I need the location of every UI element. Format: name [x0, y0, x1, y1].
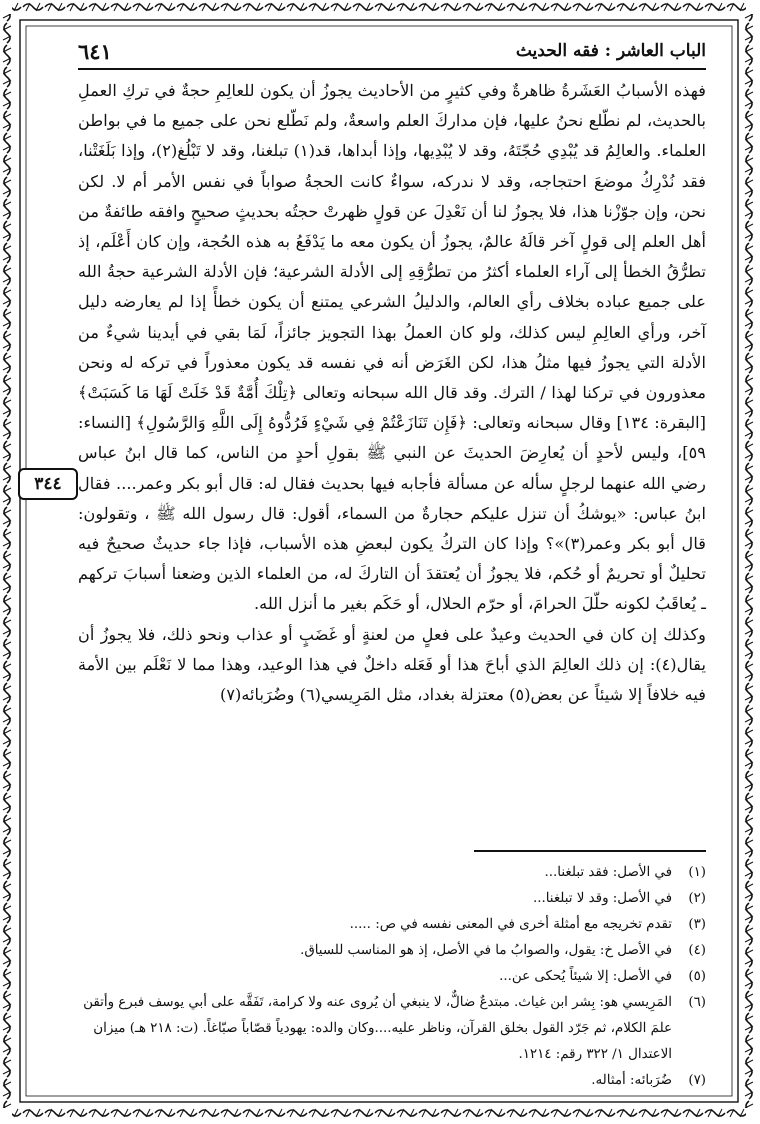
footnote-divider [474, 850, 706, 852]
footnote-text: في الأصل: فقد تبلغنا... [544, 865, 672, 880]
footnote-text: المَرِيسي هو: بِشر ابن غياث. مبتدعٌ ضالٌّ، لا ينبغي أن يُروى عنه ولا كرامة، تَفَقَّه على أبي يوسف فبرع وأتقن علمَ الكلام، ثم جَرّد القول بخلق القرآن، وناظر عليه....وكان والده: يهودياً قصّاباً صبّاغاً. (ت: ٢١٨ هـ) ميزان الاعتدال ١/ ٣٢٢ رقم: ١٢١٤. [83, 995, 672, 1062]
footnote-text: تقدم تخريجه مع أمثلة أخرى في المعنى نفسه في ص: ..... [349, 917, 672, 932]
page-number: ٦٤١ [78, 38, 112, 64]
footnote [78, 860, 706, 886]
footnote [78, 886, 706, 912]
body-paragraph: وكذلك إن كان في الحديث وعيدٌ على فعلٍ من لعنةٍ أو غَضَبٍ أو عذاب ونحو ذلك، فلا يجوزُ أن يقال(٤): إن ذلك العالِمَ الذي أباحَ هذا أو فَعَله داخلٌ في هذا الوعيد، وهذا مما لا نَعْلَم بين الأمة فيه خلافاً إلا شيئاً عن بعض(٥) معتزلة بغداد، مثل المَرِيسي(٦) وضُرَبائه(٧) [78, 624, 706, 705]
margin-page-marker: ٣٤٤ [18, 468, 78, 500]
page-header [78, 34, 706, 70]
footnote-number: (٢) [688, 891, 706, 906]
footnote-number: (٣) [688, 917, 706, 932]
footnote-number: (٥) [688, 969, 706, 984]
footnote [78, 1068, 706, 1094]
footnote-number: (٦) [688, 995, 706, 1010]
footnote-number: (١) [688, 865, 706, 880]
footnote-text: ضُرَبائه: أمثاله. [591, 1073, 672, 1088]
footnote [78, 964, 706, 990]
footnote-number: (٧) [688, 1073, 706, 1088]
footnote-number: (٤) [688, 943, 706, 958]
footnote [78, 912, 706, 938]
footnote [78, 990, 706, 1068]
running-title: الباب العاشر : فقه الحديث [515, 41, 706, 61]
footnotes [78, 860, 706, 1094]
main-text [78, 76, 706, 710]
body-paragraph: فهذه الأسبابُ العَشَرةُ ظاهرةٌ وفي كثيرٍ من الأحاديث يجوزُ أن يكون للعالِمِ حجةٌ في تركِ العملِ بالحديث، لم نطّلع نحنُ عليها، فإن مداركَ العلم واسعةٌ، ولم نَطّلع نحن على جميع ما في بواطن العلماء. والعالِمُ قد يُبْدِي حُجّتَهُ، وقد لا يُبْدِيها، وإذا أبداها، قد(١) تبلغنا، وقد لا تَبْلُغ(٢)، وإذا بَلَغَتْنا، فقد نُدْرِكُ موضعَ احتجاجه، وقد لا ندركه، سواءٌ كانت الحجةُ صواباً في نفس الأمر أم لا. لكن نحن، وإن جوّزْنا هذا، فلا يجوزُ لنا أن نَعْدِلَ عن قولٍ ظهرتْ حجتُه بحديثٍ صحيحٍ وافقه طائفةٌ من أهل العلم إلى قولٍ آخر قالَهُ عالمٌ، يجوزُ أن يكون معه ما يَدْفَعُ به هذه الحُجة، وإن كان أَعْلَم، إذ تطرُّقُ الخطأ إلى آراء العلماء أكثرُ من تطرُّقِهِ إلى الأدلة الشرعية؛ فإن الأدلة الشرعية حجةُ الله على جميع عباده بخلاف رأي العالم، والدليلُ الشرعي يمتنع أن يكون خطأً إذا لم يعارضه دليل آخر، ورأي العالِمِ ليس كذلك، ولو كان العملُ بهذا التجويز جائزاً، لَمَا بقي في أيدينا شيءٌ من الأدلة التي يجوزُ فيها مثلُ هذا، لكن الغَرَض أنه في نفسه قد يكون معذوراً في تركه له ونحن معذورون في تركنا لهذا / الترك. وقد قال الله سبحانه وتعالى ﴿تِلْكَ أُمَّةٌ قَدْ خَلَتْ لَهَا مَا كَسَبَتْ﴾ [البقرة: ١٣٤] وقال سبحانه وتعالى: ﴿فَإِن تَنَازَعْتُمْ فِي شَيْءٍ فَرُدُّوهُ إِلَى اللَّهِ وَالرَّسُولِ﴾ [النساء: ٥٩]، وليس لأحدٍ أن يُعارِضَ الحديثَ عن النبي ﷺ بقولِ أحدٍ من الناس، كما قال ابنُ عباس رضي الله عنهما لرجلٍ سأله عن مسألة فأجابه فيها بحديث فقال له: قال أبو بكر وعمر.... فقال ابنُ عباس: «يوشكُ أن تنزل عليكم حجارةٌ من السماء، أقول: قال رسول الله ﷺ ، وتقولون: قال أبو بكر وعمر(٣)»؟ وإذا كان التركُ يكون لبعضِ هذه الأسباب، فإذا جاء حديثٌ صحيحٌ فيه تحليلٌ أو تحريمٌ أو حُكم، فلا يجوزُ أن يُعتقدَ أن التاركَ له، من العلماء الذين وضعنا أسبابَ تركهم ـ يُعاقَبُ لكونه حلّلَ الحرامَ، أو حرّم الحلال، أو حَكَم بغير ما أنزل الله. [78, 81, 706, 614]
footnote-text: في الأصل خ: يقول، والصوابُ ما في الأصل، إذ هو المناسب للسياق. [300, 943, 672, 958]
footnote-text: في الأصل: إلا شيئاً يُحكى عن... [499, 969, 672, 984]
book-page [34, 28, 706, 1088]
footnote [78, 938, 706, 964]
footnote-text: في الأصل: وقد لا تبلغنا... [532, 891, 672, 906]
